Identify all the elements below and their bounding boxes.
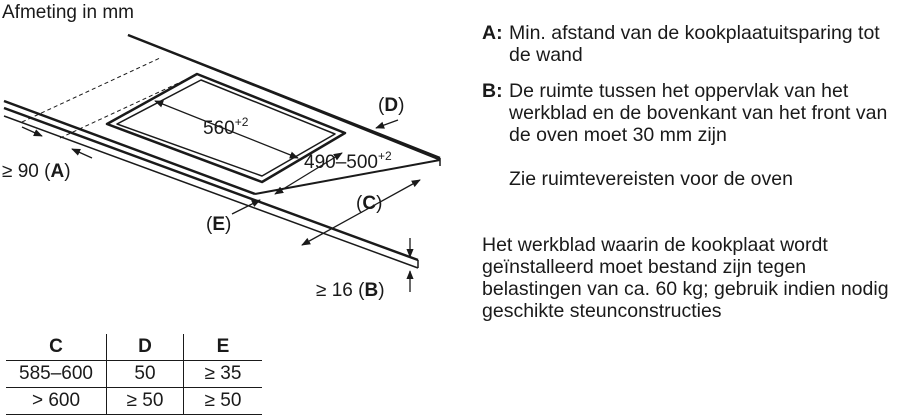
d-arrow: [376, 120, 398, 128]
note-a-key: A:: [482, 22, 503, 44]
table-header-c: C: [6, 334, 107, 361]
note-b-text: De ruimte tussen het oppervlak van het werkblad en de bovenkant van het front van de oven moet 30 mm zijn: [509, 80, 888, 146]
table-cell: ≥ 35: [184, 361, 263, 388]
table-header-row: [6, 334, 262, 361]
note-a-text: Min. afstand van de kookplaatuitsparing tot de wand: [509, 22, 880, 66]
table-cell: 50: [107, 361, 184, 388]
e-arrow: [232, 200, 260, 214]
note-oven: [482, 168, 897, 190]
table-cell: > 600: [6, 388, 107, 415]
a-arrow-right: [72, 149, 92, 158]
table-cell: 585–600: [6, 361, 107, 388]
table-header-e: E: [184, 334, 263, 361]
c-label: (C): [356, 193, 383, 214]
note-b: [482, 80, 897, 146]
note-load: [482, 234, 897, 322]
diagram-title: Afmeting in mm: [2, 2, 134, 23]
a-label: ≥ 90 (A): [2, 161, 71, 182]
note-load-text: Het werkblad waarin de kookplaat wordt geïnstalleerd moet bestand zijn tegen belastingen van ca. 60 kg; gebruik indien nodig geschikte steunconstructies: [482, 234, 889, 322]
installation-diagram: [0, 0, 470, 330]
note-oven-text: Zie ruimtevereisten voor de oven: [509, 168, 793, 190]
e-label: (E): [206, 214, 232, 235]
depth-label: $490-500^{+2}$: [304, 149, 392, 173]
d-label: (D): [378, 95, 405, 116]
note-a: [482, 22, 897, 66]
table-header-d: D: [107, 334, 184, 361]
table-cell: ≥ 50: [107, 388, 184, 415]
b-label: ≥ 16 (B): [316, 280, 385, 301]
table-row: [6, 388, 262, 415]
table-row: [6, 361, 262, 388]
notes-panel: [482, 22, 897, 322]
width-label: $560^{+2}$: [203, 115, 249, 139]
table-cell: ≥ 50: [184, 388, 263, 415]
note-b-key: B:: [482, 80, 503, 102]
dimension-table: [6, 334, 262, 415]
